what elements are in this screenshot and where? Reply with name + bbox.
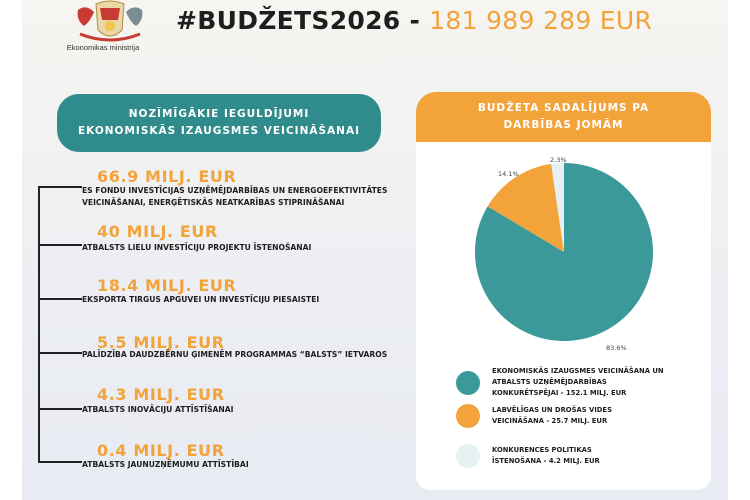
timeline-line	[38, 186, 40, 462]
legend-swatch	[456, 444, 480, 468]
legend-label-line: KONKURĒTSPĒJAI - 152.1 MILJ. EUR	[492, 389, 627, 397]
breakdown-title-line1: BUDŽETA SADALĪJUMS PA	[477, 102, 650, 114]
investment-amount: 0.4 MILJ. EUR	[97, 441, 225, 460]
legend-label-line: VEICINĀŠANA - 25.7 MILJ. EUR	[492, 417, 608, 425]
investment-amount: 40 MILJ. EUR	[97, 222, 218, 241]
coat-of-arms-icon	[78, 1, 143, 40]
investment-desc-line1: ES FONDU INVESTĪCIJAS UZŅĒMĒJDARBĪBAS UN ENERGOEFEKTIVITĀTES	[82, 186, 388, 195]
legend-label	[492, 405, 612, 427]
investment-desc: ATBALSTS JAUNUZŅĒMUMU ATTĪSTĪBAI	[82, 460, 249, 469]
investment-desc: PALĪDZĪBA DAUDZBĒRNU ĢIMENĒM PROGRAMMAS “BALSTS” IETVAROS	[82, 350, 388, 359]
budget-breakdown-title	[416, 92, 711, 142]
budget-total: 181 989 289 EUR	[429, 6, 653, 35]
budget-breakdown-panel	[416, 142, 711, 490]
legend-label-line: EKONOMISKĀS IZAUGSMES VEICINĀŠANA UN	[492, 367, 664, 375]
pie-percent-label: 2.3%	[550, 156, 567, 164]
timeline-tick	[38, 408, 82, 410]
legend-label-line: LABVĒLĪGAS UN DROŠAS VIDES	[492, 406, 612, 414]
timeline-tick	[38, 298, 82, 300]
legend-item	[456, 444, 600, 468]
timeline-tick	[38, 461, 82, 463]
legend-swatch	[456, 371, 480, 395]
investment-desc: EKSPORTA TIRGUS APGUVEI UN INVESTĪCIJU PIESAISTEI	[82, 295, 320, 304]
budget-hashtag: #BUDŽETS2026	[176, 6, 401, 35]
investment-desc: ATBALSTS INOVĀCIJU ATTĪSTĪŠANAI	[82, 405, 234, 414]
pie-chart	[416, 142, 711, 362]
investments-title	[57, 94, 381, 152]
page-headline	[176, 6, 652, 35]
ministry-name: Ekonomikas ministrija	[66, 43, 140, 52]
legend-label-line: KONKURENCES POLITIKAS	[492, 446, 592, 454]
legend-label-line: ATBALSTS UZŅĒMĒJDARBĪBAS	[492, 378, 607, 386]
timeline-tick	[38, 244, 82, 246]
pie-percent-label: 83.6%	[606, 344, 627, 352]
investments-title-line2: EKONOMISKĀS IZAUGSMES VEICINĀŠANAI	[78, 125, 360, 137]
legend-item	[456, 366, 664, 399]
investment-desc	[82, 185, 387, 208]
investment-desc: ATBALSTS LIELU INVESTĪCIJU PROJEKTU ĪSTENOŠANAI	[82, 243, 312, 252]
legend-label-line: ĪSTENOŠANA - 4.2 MILJ. EUR	[492, 457, 600, 465]
timeline-tick	[38, 352, 82, 354]
pie-percent-label: 14.1%	[498, 170, 519, 178]
headline-separator: -	[409, 6, 421, 35]
investments-title-line1: NOZĪMĪGĀKIE IEGULDĪJUMI	[128, 108, 310, 120]
legend-label	[492, 445, 600, 467]
legend-item	[456, 404, 612, 428]
investment-desc-line2: VEICINĀŠANAI, ENERĢĒTISKĀS NEATKARĪBAS STIPRINĀŠANAI	[82, 197, 345, 207]
breakdown-title-line2: DARBĪBAS JOMĀM	[503, 119, 624, 131]
timeline-tick	[38, 186, 82, 188]
investment-amount: 4.3 MILJ. EUR	[97, 385, 225, 404]
investment-amount: 5.5 MILJ. EUR	[97, 333, 225, 352]
legend-label	[492, 366, 664, 399]
investment-amount: 66.9 MILJ. EUR	[97, 167, 237, 186]
legend-swatch	[456, 404, 480, 428]
investment-amount: 18.4 MILJ. EUR	[97, 276, 237, 295]
